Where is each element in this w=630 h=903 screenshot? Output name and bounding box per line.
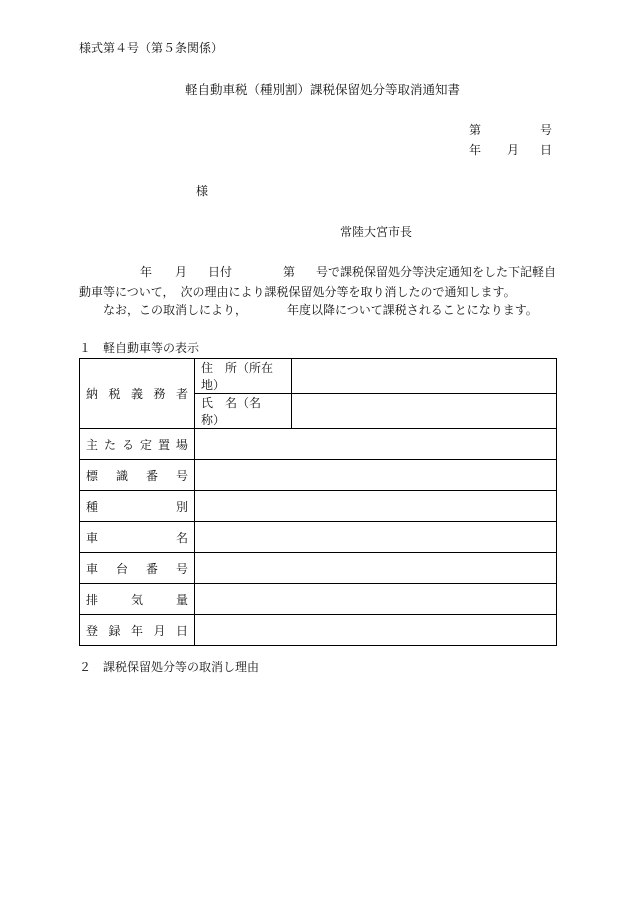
plate-number-label [86, 467, 188, 484]
table-row [80, 615, 557, 646]
body-line3-start: なお，この取消しにより， [103, 303, 248, 317]
taxpayer-label-cell [80, 359, 195, 429]
body-line3-end: 年度以降について課税されることになります。 [287, 303, 538, 317]
label-char: 日 [175, 623, 188, 638]
label-char: 種 [86, 499, 99, 514]
label-char: 定 [139, 437, 152, 452]
body-year: 年 [140, 265, 153, 279]
label-char: る [121, 437, 134, 452]
vehicle-type-value-field[interactable] [195, 491, 557, 522]
body-day: 日付 [208, 265, 233, 279]
displacement-value-field[interactable] [195, 584, 557, 615]
date-month: 月 [507, 143, 520, 157]
document-title: 軽自動車税（種別割）課税保留処分等取消通知書 [185, 82, 461, 97]
table-row [80, 522, 557, 553]
label-char: 名 [175, 530, 188, 545]
chassis-number-label-cell [80, 553, 195, 584]
label-char: 年 [130, 623, 143, 638]
taxpayer-label [86, 385, 188, 402]
table-row [80, 359, 557, 394]
body-line1-text: 号で課税保留処分等決定通知をした下記軽自 [316, 265, 557, 279]
label-char: 番 [145, 561, 158, 576]
date-year: 年 [469, 143, 482, 157]
document-number-suffix: 号 [540, 123, 553, 137]
section2-heading: ２ 課税保留処分等の取消し理由 [79, 660, 260, 674]
displacement-label [86, 591, 188, 608]
label-char: 車 [86, 561, 99, 576]
chassis-number-label [86, 560, 188, 577]
displacement-label-cell [80, 584, 195, 615]
date-day: 日 [540, 143, 553, 157]
name-label: 氏 名（名 称） [201, 396, 274, 427]
label-char: 主 [86, 437, 99, 452]
body-number-prefix: 第 [283, 265, 296, 279]
addressee-suffix: 様 [196, 184, 209, 198]
vehicle-info-table [79, 358, 557, 646]
label-char: 排 [86, 592, 99, 607]
storage-location-value-field[interactable] [195, 429, 557, 460]
label-char: 税 [108, 387, 121, 401]
table-row [80, 460, 557, 491]
label-char: 録 [108, 623, 121, 638]
body-month: 月 [175, 265, 188, 279]
section1-heading: １ 軽自動車等の表示 [79, 341, 200, 355]
issuer-name: 常陸大宮市長 [340, 225, 413, 239]
table-row [80, 584, 557, 615]
label-char: 月 [153, 623, 166, 638]
label-char: 号 [175, 468, 188, 483]
label-char: 義 [130, 387, 143, 401]
table-row [80, 553, 557, 584]
vehicle-make-value-field[interactable] [195, 522, 557, 553]
label-char: 者 [175, 387, 188, 401]
label-char: 場 [175, 437, 188, 452]
plate-number-label-cell [80, 460, 195, 491]
label-char: 車 [86, 530, 99, 545]
label-char: 納 [86, 387, 99, 401]
label-char: 置 [157, 437, 170, 452]
plate-number-value-field[interactable] [195, 460, 557, 491]
chassis-number-value-field[interactable] [195, 553, 557, 584]
name-value-field[interactable] [292, 394, 557, 429]
registration-date-value-field[interactable] [195, 615, 557, 646]
table-row [80, 491, 557, 522]
vehicle-make-label [86, 529, 188, 546]
address-label-cell [195, 359, 292, 394]
document-number-prefix: 第 [469, 123, 482, 137]
vehicle-make-label-cell [80, 522, 195, 553]
form-number: 様式第４号（第５条関係） [79, 41, 224, 55]
storage-location-label-cell [80, 429, 195, 460]
vehicle-type-label-cell [80, 491, 195, 522]
label-char: 登 [86, 623, 99, 638]
label-char: 務 [153, 387, 166, 401]
registration-date-label [86, 622, 188, 639]
label-char: 号 [175, 561, 188, 576]
label-char: 番 [145, 468, 158, 483]
label-char: 別 [175, 499, 188, 514]
label-char: 台 [115, 561, 128, 576]
vehicle-type-label [86, 498, 188, 515]
table-row [80, 429, 557, 460]
address-label: 住 所（所在地） [201, 361, 274, 392]
storage-location-label [86, 436, 188, 453]
name-label-cell [195, 394, 292, 429]
label-char: 標 [86, 468, 99, 483]
label-char: 気 [130, 592, 143, 607]
label-char: 識 [115, 468, 128, 483]
label-char: た [103, 437, 116, 452]
body-line2: 動車等について， 次の理由により課税保留処分等を取り消したので通知します。 [79, 285, 516, 299]
label-char: 量 [175, 592, 188, 607]
registration-date-label-cell [80, 615, 195, 646]
address-value-field[interactable] [292, 359, 557, 394]
